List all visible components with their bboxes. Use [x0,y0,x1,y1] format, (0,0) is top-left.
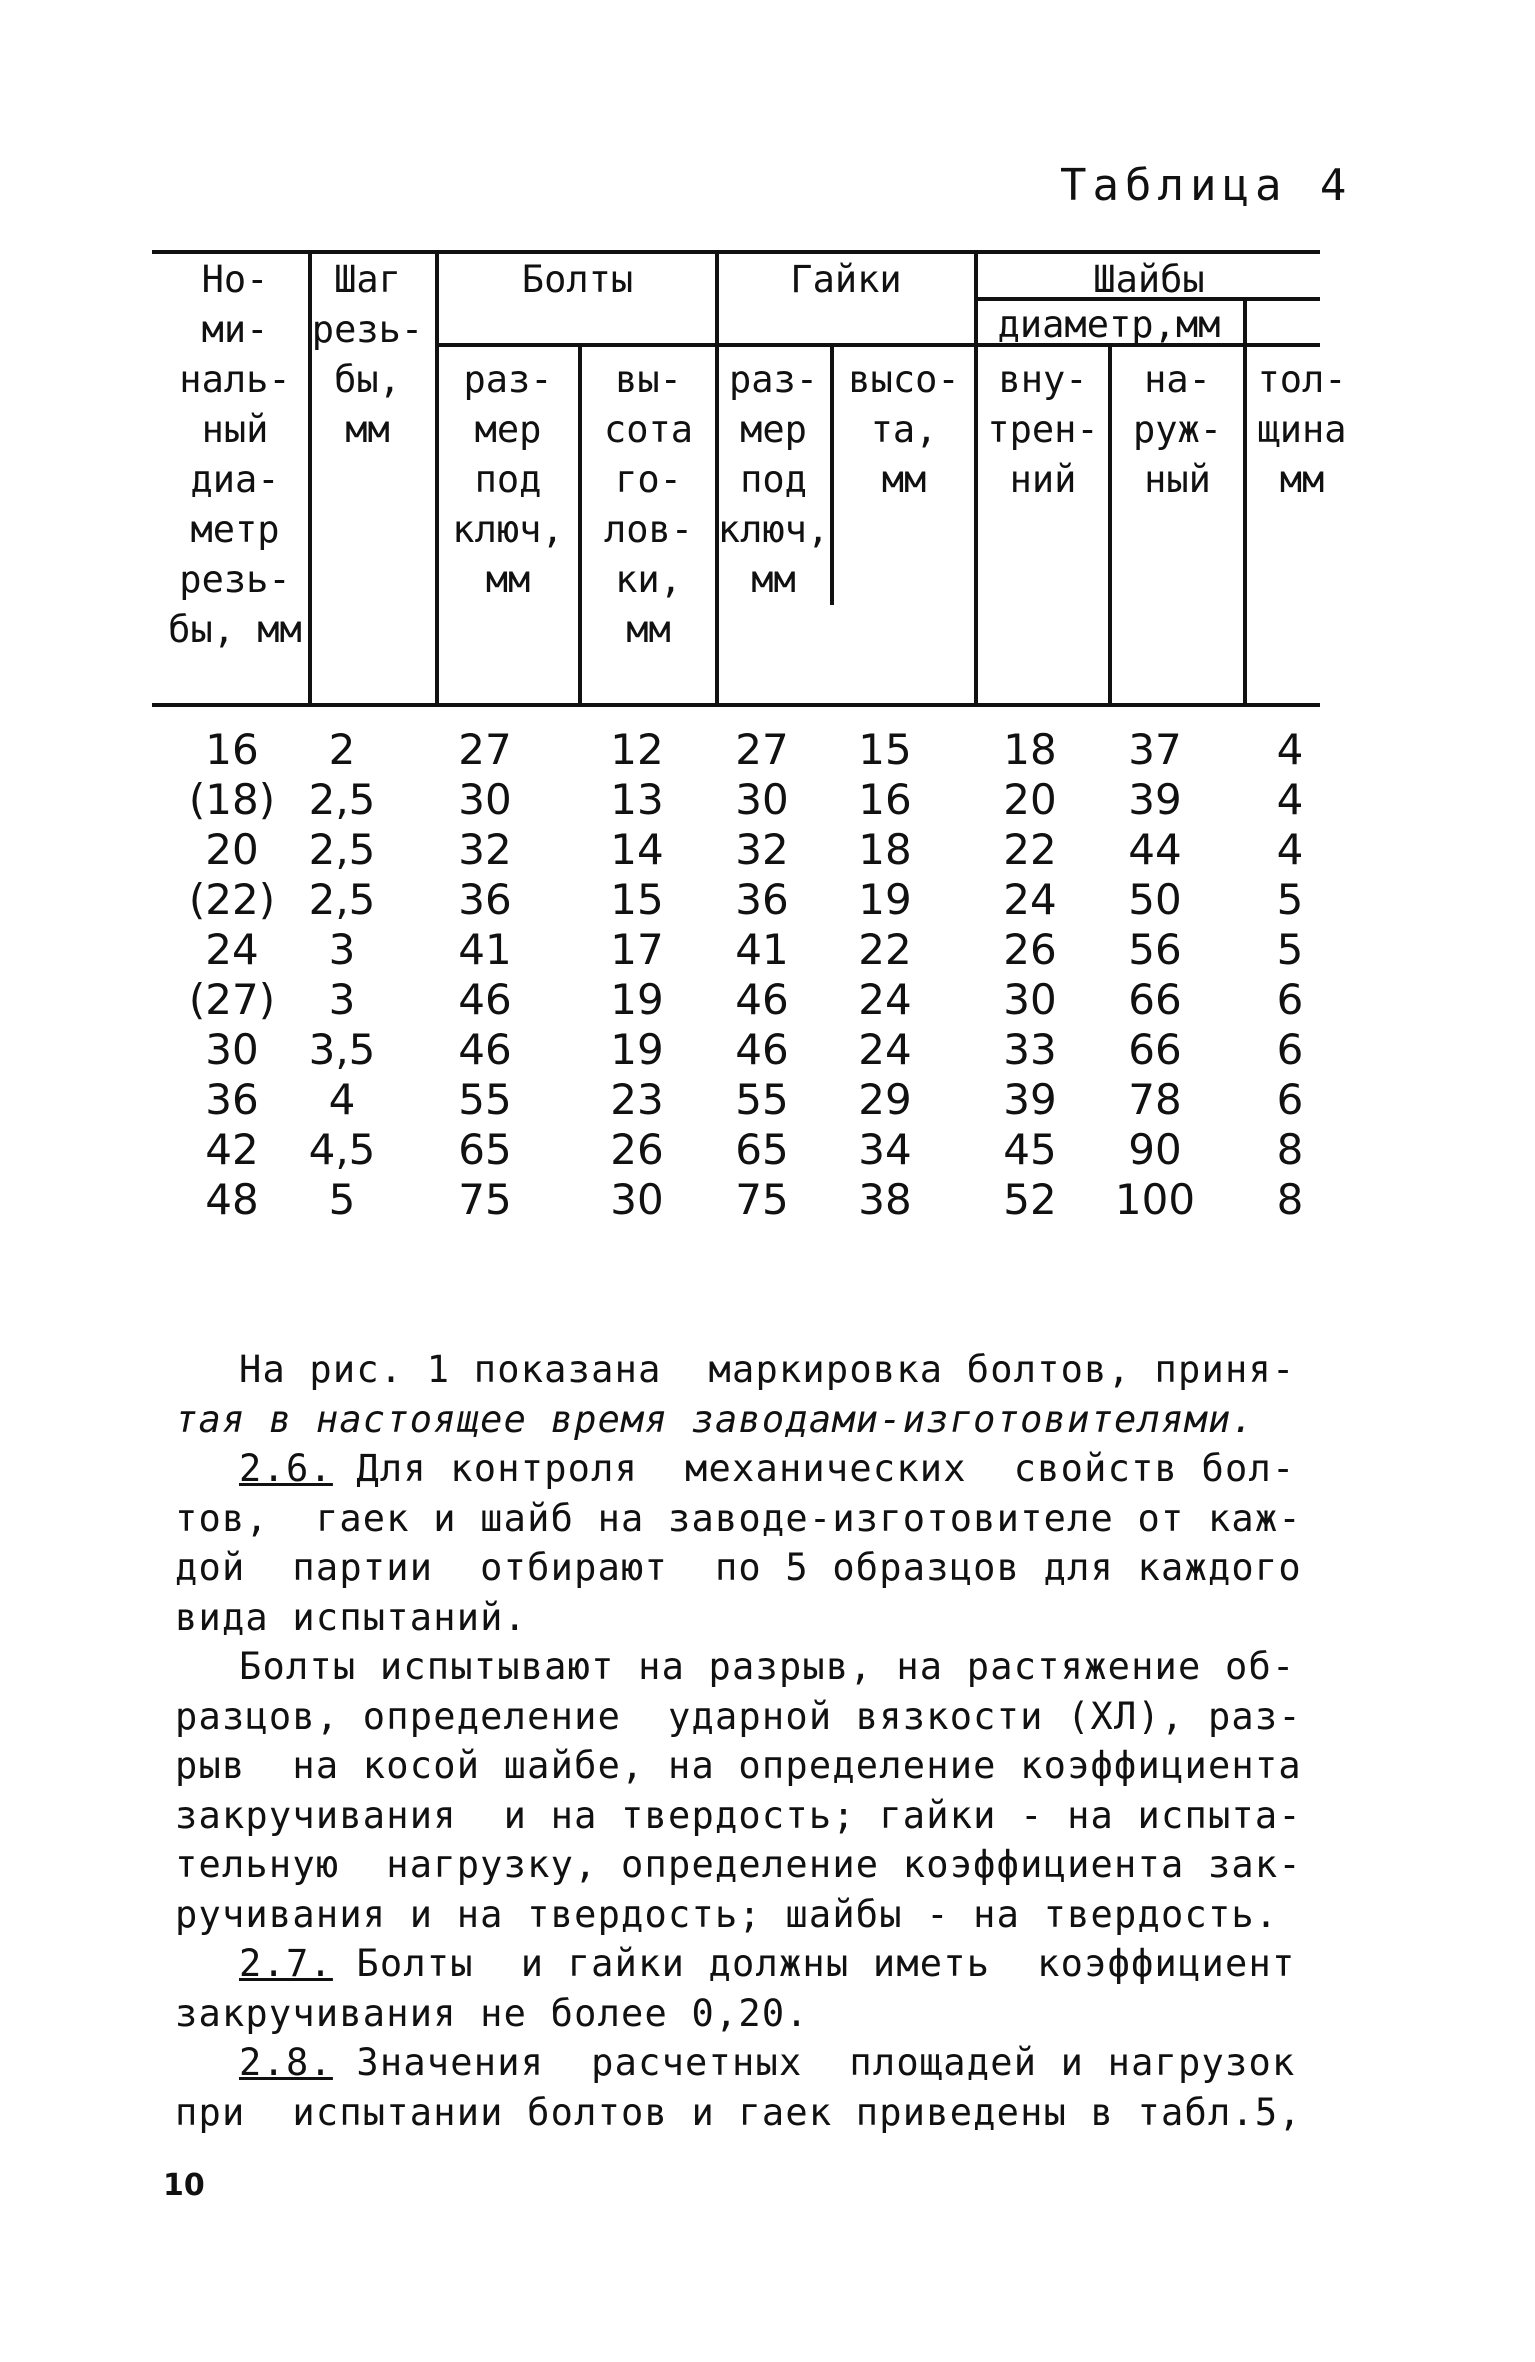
washer-outer-cell: 100 [1114,1175,1196,1224]
bolt-head-height-cell: 15 [610,875,664,924]
thread-pitch-cell: 3 [328,925,356,974]
header-nominal-diameter: Но- ми- наль- ный диа- метр резь- бы, мм [168,258,302,651]
nominal-diameter-cell: 30 [205,1025,259,1074]
nut-key-size-cell: 46 [735,1025,789,1074]
nominal-diameter-cell: 36 [205,1075,259,1124]
section-2-8-line [175,2038,1375,2088]
nominal-diameter-cell: (18) [188,775,276,824]
table-title: Таблица 4 [1060,160,1353,211]
paragraph-line: вида испытаний. [175,1595,528,1639]
header-nuts: Гайки [790,258,902,301]
table-header [0,0,1535,720]
bolt-head-height-cell: 30 [610,1175,664,1224]
nut-height-cell: 29 [858,1075,912,1124]
washer-inner-cell: 52 [1003,1175,1057,1224]
bolt-head-height-cell: 23 [610,1075,664,1124]
table-row [0,1075,1535,1125]
nominal-diameter-cell: 48 [205,1175,259,1224]
header-washer-thickness: тол- щина мм [1257,358,1347,501]
table-row [0,975,1535,1025]
washer-outer-cell: 39 [1128,775,1182,824]
paragraph-line: разцов, определение ударной вязкости (ХЛ), раз- [175,1694,1302,1738]
nominal-diameter-cell: (27) [188,975,276,1024]
nut-height-cell: 15 [858,725,912,774]
paragraph-line: Болты испытывают на разрыв, на растяжение об- [239,1645,1296,1688]
bolt-key-size-cell: 30 [458,775,512,824]
washer-thickness-cell: 4 [1276,775,1304,824]
nut-height-cell: 38 [858,1175,912,1224]
washer-outer-cell: 90 [1128,1125,1182,1174]
thread-pitch-cell: 4 [328,1075,356,1124]
table-top-rule [152,250,1320,254]
nut-key-size-cell: 46 [735,975,789,1024]
washer-outer-cell: 37 [1128,725,1182,774]
washer-inner-cell: 18 [1003,725,1057,774]
table-row [0,1175,1535,1225]
bolt-key-size-cell: 55 [458,1075,512,1124]
paragraph-line: Для контроля механических свойств бол- [332,1447,1296,1490]
thread-pitch-cell: 2,5 [308,875,376,924]
bolt-key-size-cell: 36 [458,875,512,924]
paragraph-line: при испытании болтов и гаек приведены в табл.5, [175,2090,1302,2134]
washer-inner-cell: 20 [1003,775,1057,824]
bolt-key-size-cell: 46 [458,1025,512,1074]
washer-thickness-cell: 4 [1276,725,1304,774]
nut-height-cell: 24 [858,1025,912,1074]
table-row [0,1125,1535,1175]
washer-outer-cell: 50 [1128,875,1182,924]
header-washer-diameter: диаметр,мм [997,303,1221,346]
nut-key-size-cell: 27 [735,725,789,774]
header-nut-key-size: раз- мер под ключ, мм [717,358,830,601]
nut-key-size-cell: 41 [735,925,789,974]
table-row [0,1025,1535,1075]
nominal-diameter-cell: 24 [205,925,259,974]
nut-height-cell: 16 [858,775,912,824]
bolt-head-height-cell: 26 [610,1125,664,1174]
nut-key-size-cell: 75 [735,1175,789,1224]
body-text [175,1345,1375,2137]
bolt-key-size-cell: 65 [458,1125,512,1174]
nut-height-cell: 34 [858,1125,912,1174]
thread-pitch-cell: 4,5 [308,1125,376,1174]
washer-thickness-cell: 4 [1276,825,1304,874]
paragraph-line: закручивания и на твердость; гайки - на испыта- [175,1793,1302,1837]
nut-key-size-cell: 32 [735,825,789,874]
nut-height-cell: 19 [858,875,912,924]
paragraph-line: дой партии отбирают по 5 образцов для каждого [175,1546,1302,1589]
paragraph-line: Болты и гайки должны иметь коэффициент [332,1942,1296,1985]
nominal-diameter-cell: 20 [205,825,259,874]
bolt-key-size-cell: 32 [458,825,512,874]
table-row [0,825,1535,875]
header-bolts: Болты [521,258,634,301]
header-washer-inner: вну- трен- ний [987,358,1099,501]
washer-outer-cell: 44 [1128,825,1182,874]
nominal-diameter-cell: (22) [188,875,276,924]
paragraph-line: закручивания не более 0,20. [175,1991,809,2035]
washer-inner-cell: 33 [1003,1025,1057,1074]
washer-thickness-cell: 5 [1276,925,1304,974]
bolt-head-height-cell: 19 [610,975,664,1024]
thread-pitch-cell: 5 [328,1175,356,1224]
bolt-key-size-cell: 75 [458,1175,512,1224]
paragraph-line: Значения расчетных площадей и нагрузок [332,2041,1296,2084]
header-nut-height: высо- та, мм [848,358,960,501]
washer-outer-cell: 56 [1128,925,1182,974]
nominal-diameter-cell: 42 [205,1125,259,1174]
washer-inner-cell: 39 [1003,1075,1057,1124]
washer-inner-cell: 24 [1003,875,1057,924]
bolt-head-height-cell: 12 [610,725,664,774]
nominal-diameter-cell: 16 [205,725,259,774]
washer-inner-cell: 22 [1003,825,1057,874]
washer-thickness-cell: 8 [1276,1175,1304,1224]
nut-height-cell: 22 [858,925,912,974]
bolt-head-height-cell: 14 [610,825,664,874]
paragraph-line: тельную нагрузку, определение коэффициента зак- [175,1843,1302,1886]
washer-thickness-cell: 8 [1276,1125,1304,1174]
nut-height-cell: 18 [858,825,912,874]
header-washers: Шайбы [1093,258,1205,301]
washer-thickness-cell: 6 [1276,975,1304,1024]
nut-key-size-cell: 65 [735,1125,789,1174]
thread-pitch-cell: 3,5 [308,1025,376,1074]
section-number: 2.7. [239,1942,333,1985]
thread-pitch-cell: 2 [328,725,356,774]
washer-inner-cell: 26 [1003,925,1057,974]
washer-thickness-cell: 6 [1276,1025,1304,1074]
paragraph-line: тая в настоящее время заводами-изготовителями. [175,1397,1255,1441]
paragraph-line: тов, гаек и шайб на заводе-изготовителе от каж- [175,1496,1302,1540]
table-row [0,875,1535,925]
bolt-head-height-cell: 19 [610,1025,664,1074]
washer-inner-cell: 30 [1003,975,1057,1024]
washer-outer-cell: 78 [1128,1075,1182,1124]
paragraph-line: ручивания и на твердость; шайбы - на твердость. [175,1892,1279,1936]
washer-thickness-cell: 6 [1276,1075,1304,1124]
table-row [0,725,1535,775]
nut-key-size-cell: 36 [735,875,789,924]
header-bolt-key-size: раз- мер под ключ, мм [452,358,564,601]
table-row [0,775,1535,825]
section-2-7-line [175,1939,1375,1989]
paragraph-line: На рис. 1 показана маркировка болтов, приня- [239,1348,1296,1391]
thread-pitch-cell: 2,5 [308,775,376,824]
bolt-key-size-cell: 27 [458,725,512,774]
table-row [0,925,1535,975]
nut-height-cell: 24 [858,975,912,1024]
bolt-head-height-cell: 13 [610,775,664,824]
paragraph-line: рыв на косой шайбе, на определение коэффициента [175,1744,1302,1787]
section-number: 2.8. [239,2041,333,2084]
bolt-key-size-cell: 46 [458,975,512,1024]
header-washer-outer: на- руж- ный [1132,358,1223,501]
washer-outer-cell: 66 [1128,975,1182,1024]
bolt-key-size-cell: 41 [458,925,512,974]
page-number: 10 [163,2168,205,2203]
section-2-6-line [175,1444,1375,1494]
washer-outer-cell: 66 [1128,1025,1182,1074]
washer-thickness-cell: 5 [1276,875,1304,924]
header-thread-pitch: Шаг резь- бы, мм [311,258,424,451]
nut-key-size-cell: 55 [735,1075,789,1124]
thread-pitch-cell: 3 [328,975,356,1024]
header-bottom-rule [152,703,1320,707]
thread-pitch-cell: 2,5 [308,825,376,874]
bolt-head-height-cell: 17 [610,925,664,974]
header-bolt-head-height: вы- сота го- лов- ки, мм [603,358,694,651]
nut-key-size-cell: 30 [735,775,789,824]
section-number: 2.6. [239,1447,333,1490]
washer-inner-cell: 45 [1003,1125,1057,1174]
